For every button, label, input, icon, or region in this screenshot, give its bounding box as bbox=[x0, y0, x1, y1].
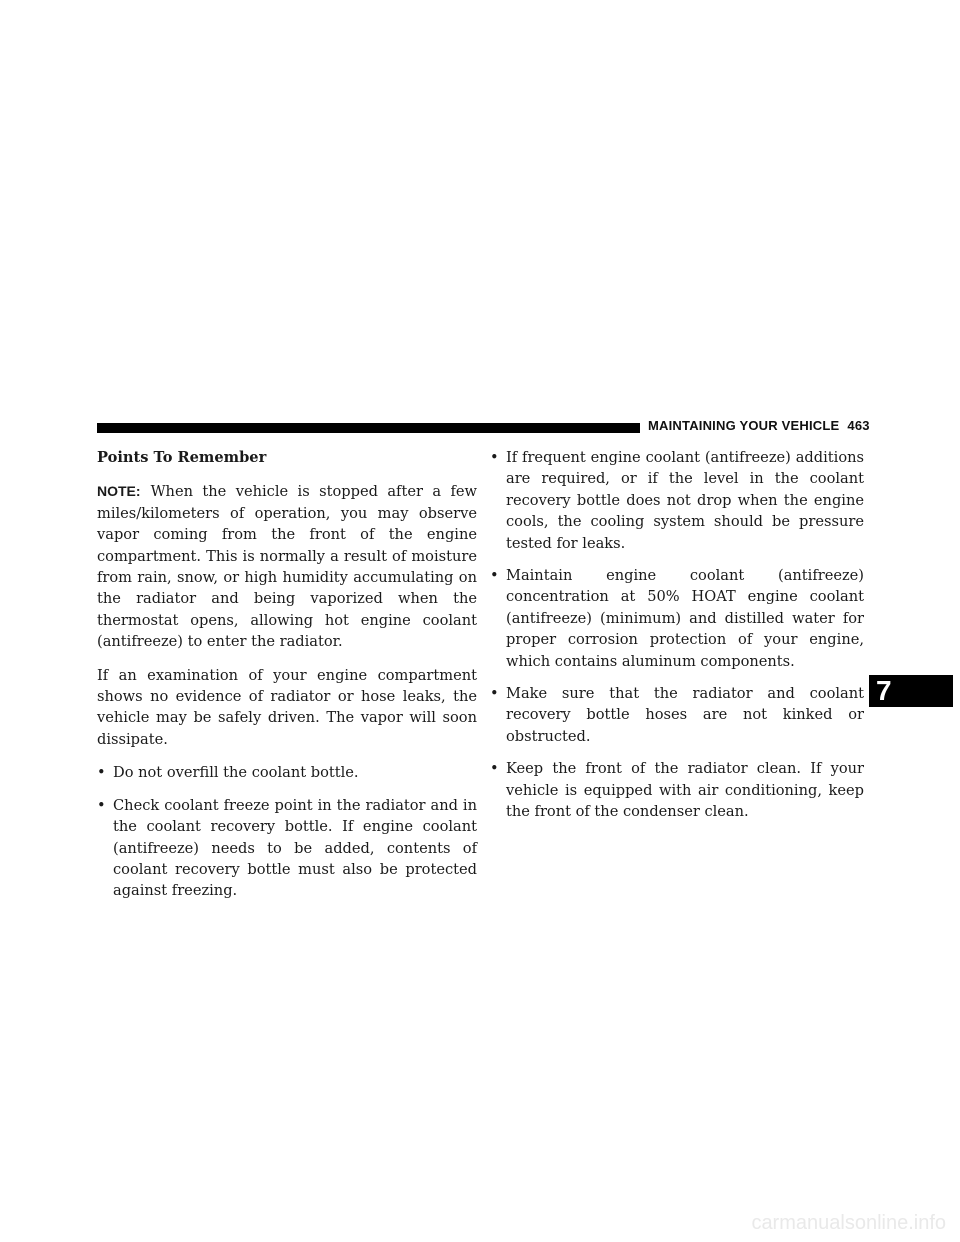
bullet-icon: • bbox=[97, 796, 106, 814]
list-item bbox=[97, 795, 477, 902]
list-item bbox=[490, 447, 864, 554]
right-column bbox=[490, 447, 864, 834]
section-heading: Points To Remember bbox=[97, 449, 267, 466]
list-item bbox=[490, 683, 864, 747]
list-item-text: Do not overfill the coolant bottle. bbox=[113, 764, 359, 782]
watermark: carmanualsonline.info bbox=[751, 1212, 946, 1234]
list-item-text: If frequent engine coolant (antifreeze) additions are required, or if the level in the coolant recovery bottle does not drop when the engine cools, the cooling system should be pressure tested for leaks. bbox=[506, 449, 864, 552]
bullet-list-left bbox=[97, 762, 477, 901]
bullet-list-right bbox=[490, 447, 864, 823]
bullet-icon: • bbox=[490, 685, 499, 703]
list-item bbox=[490, 758, 864, 822]
running-header bbox=[648, 418, 870, 433]
bullet-icon: • bbox=[490, 567, 499, 585]
list-item-text: Maintain engine coolant (antifreeze) concentration at 50% HOAT engine coolant (antifreeze) (minimum) and distilled water for proper corrosion protection of your engine, which contains aluminum components. bbox=[506, 567, 864, 670]
page-number: 463 bbox=[847, 418, 870, 433]
note-label: NOTE: bbox=[97, 483, 141, 500]
bullet-icon: • bbox=[97, 764, 106, 782]
list-item bbox=[97, 762, 477, 783]
list-item-text: Check coolant freeze point in the radiator and in the coolant recovery bottle. If engine coolant (antifreeze) needs to be added, contents of coolant recovery bottle must also be protected against freezing. bbox=[113, 796, 477, 900]
list-item-text: Make sure that the radiator and coolant recovery bottle hoses are not kinked or obstructed. bbox=[506, 685, 864, 745]
list-item bbox=[490, 565, 864, 672]
section-title: MAINTAINING YOUR VEHICLE bbox=[648, 418, 840, 433]
left-column bbox=[97, 447, 477, 913]
bullet-icon: • bbox=[490, 760, 499, 778]
bullet-icon: • bbox=[490, 449, 499, 466]
note-text: When the vehicle is stopped after a few miles/kilometers of operation, you may observe vapor coming from the front of the engine compartment. This is normally a result of moisture from rain, snow, or high humidity accumulating on the radiator and being vaporized when the thermostat opens, allowing hot engine coolant (antifreeze) to enter the radiator. bbox=[97, 483, 477, 651]
chapter-tab: 7 bbox=[869, 675, 953, 707]
list-item-text: Keep the front of the radiator clean. If your vehicle is equipped with air conditioning, keep the front of the condenser clean. bbox=[506, 760, 864, 821]
header-rule bbox=[97, 423, 640, 433]
note-paragraph bbox=[97, 481, 477, 652]
body-paragraph: If an examination of your engine compartment shows no evidence of radiator or hose leaks, the vehicle may be safely driven. The vapor will soon dissipate. bbox=[97, 666, 477, 748]
